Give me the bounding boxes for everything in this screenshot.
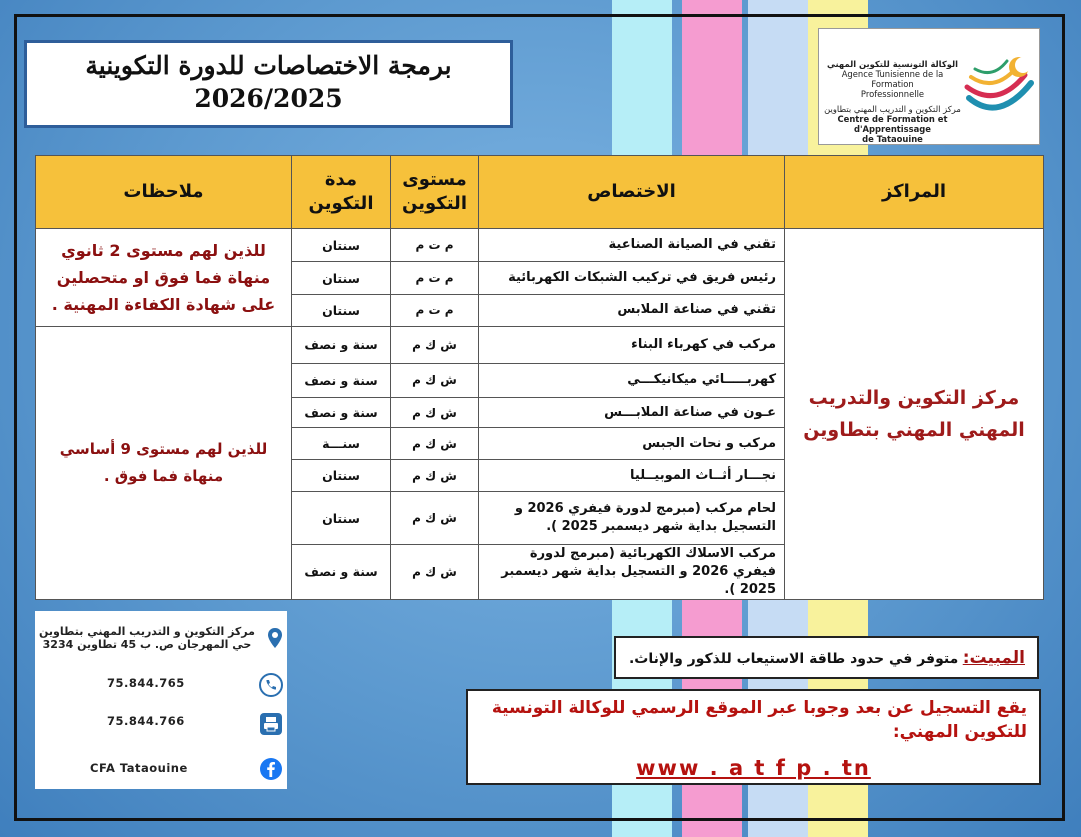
level-cell: م ت م [391, 229, 479, 262]
duration-cell: سنتان [292, 262, 391, 294]
specialty-cell: تقني في الصيانة الصناعية [479, 229, 785, 262]
level-cell: ش ك م [391, 428, 479, 460]
logo-agency-ar: الوكالة التونسية للتكوين المهني [827, 59, 958, 69]
logo-agency-fr-2: Professionnelle [860, 89, 925, 99]
registration-box [466, 689, 1041, 785]
contact-address: مركز التكوين و التدريب المهني بتطاوين حي المهرجان ص. ب 45 تطاوين 3234 [39, 625, 255, 651]
duration-cell: سنتان [292, 460, 391, 492]
duration-cell: سنـــة [292, 428, 391, 460]
contact-box [35, 611, 287, 789]
specialty-cell: لحام مركب (مبرمج لدورة فيفري 2026 و التسجيل بداية شهر ديسمبر 2025 ). [479, 492, 785, 544]
specialty-cell: نجـــار أثــاث الموبيــليا [479, 460, 785, 492]
level-cell: ش ك م [391, 363, 479, 397]
logo-center-fr-2: de Tataouine [862, 134, 923, 144]
registration-url-link[interactable]: www . a t f p . tn [636, 756, 871, 780]
page-title: برمجة الاختصاصات للدورة التكوينية [85, 51, 452, 80]
duration-cell: سنة و نصف [292, 326, 391, 363]
col-header-centers: المراكز [785, 156, 1044, 229]
specialty-cell: مركب في كهرباء البناء [479, 326, 785, 363]
duration-cell: سنة و نصف [292, 363, 391, 397]
center-name: مركز التكوين والتدريب المهني المهني بتطاوين [785, 229, 1044, 600]
specialty-cell: مركب الاسلاك الكهربائية (مبرمج لدورة فيفري 2026 و التسجيل بداية شهر ديسمبر 2025 ). [479, 544, 785, 599]
boarding-label: المبيت: [962, 648, 1025, 668]
col-header-specialty: الاختصاص [479, 156, 785, 229]
duration-cell: سنة و نصف [292, 398, 391, 428]
boarding-text: متوفر في حدود طاقة الاستيعاب للذكور والإناث. [628, 651, 959, 667]
specialty-cell: تقني في صناعة الملابس [479, 294, 785, 326]
specialty-cell: عـون في صناعة الملابـــس [479, 398, 785, 428]
note-group-1: للذين لهم مستوى 2 ثانوي منهاة فما فوق او متحصلين على شهادة الكفاءة المهنية . [36, 229, 292, 326]
programs-table [35, 155, 1044, 600]
facebook-icon[interactable] [259, 757, 283, 781]
col-header-level: مستوى التكوين [391, 156, 479, 229]
table-header-row [36, 156, 1044, 229]
boarding-notice [614, 636, 1039, 679]
level-cell: م ت م [391, 262, 479, 294]
level-cell: ش ك م [391, 492, 479, 544]
fax-icon [259, 712, 283, 736]
note-group-2: للذين لهم مستوى 9 أساسي منهاة فما فوق . [36, 326, 292, 599]
specialty-cell: كهربـــــائي ميكانيكـــي [479, 363, 785, 397]
level-cell: ش ك م [391, 460, 479, 492]
col-header-duration: مدة التكوين [292, 156, 391, 229]
logo-agency-fr-1: Agence Tunisienne de la Formation [841, 69, 944, 89]
table-row [36, 229, 1044, 262]
level-cell: م ت م [391, 294, 479, 326]
level-cell: ش ك م [391, 326, 479, 363]
registration-text: يقع التسجيل عن بعد وجوبا عبر الموقع الرسمي للوكالة التونسية للتكوين المهني: [491, 698, 1027, 742]
page-subtitle-year: 2026/2025 [194, 84, 343, 113]
col-header-notes: ملاحظات [36, 156, 292, 229]
duration-cell: سنة و نصف [292, 544, 391, 599]
logo-box [818, 28, 1040, 145]
contact-phone: 75.844.765 [107, 676, 185, 690]
duration-cell: سنتان [292, 492, 391, 544]
logo-text [821, 59, 964, 144]
title-box [24, 40, 513, 128]
specialty-cell: مركب و نحات الجبس [479, 428, 785, 460]
level-cell: ش ك م [391, 398, 479, 428]
level-cell: ش ك م [391, 544, 479, 599]
contact-fax: 75.844.766 [107, 714, 185, 728]
duration-cell: سنتان [292, 229, 391, 262]
specialty-cell: رئيس فريق في تركيب الشبكات الكهربائية [479, 262, 785, 294]
atfp-logo-icon [959, 43, 1039, 123]
location-pin-icon [267, 627, 283, 649]
phone-icon [259, 673, 283, 697]
duration-cell: سنتان [292, 294, 391, 326]
contact-facebook[interactable]: CFA Tataouine [90, 761, 188, 775]
registration-url-wrap [468, 756, 1039, 780]
logo-center-ar: مركز التكوين و التدريب المهني بتطاوين [824, 104, 961, 114]
logo-center-fr-1: Centre de Formation et d'Apprentissage [837, 114, 948, 134]
